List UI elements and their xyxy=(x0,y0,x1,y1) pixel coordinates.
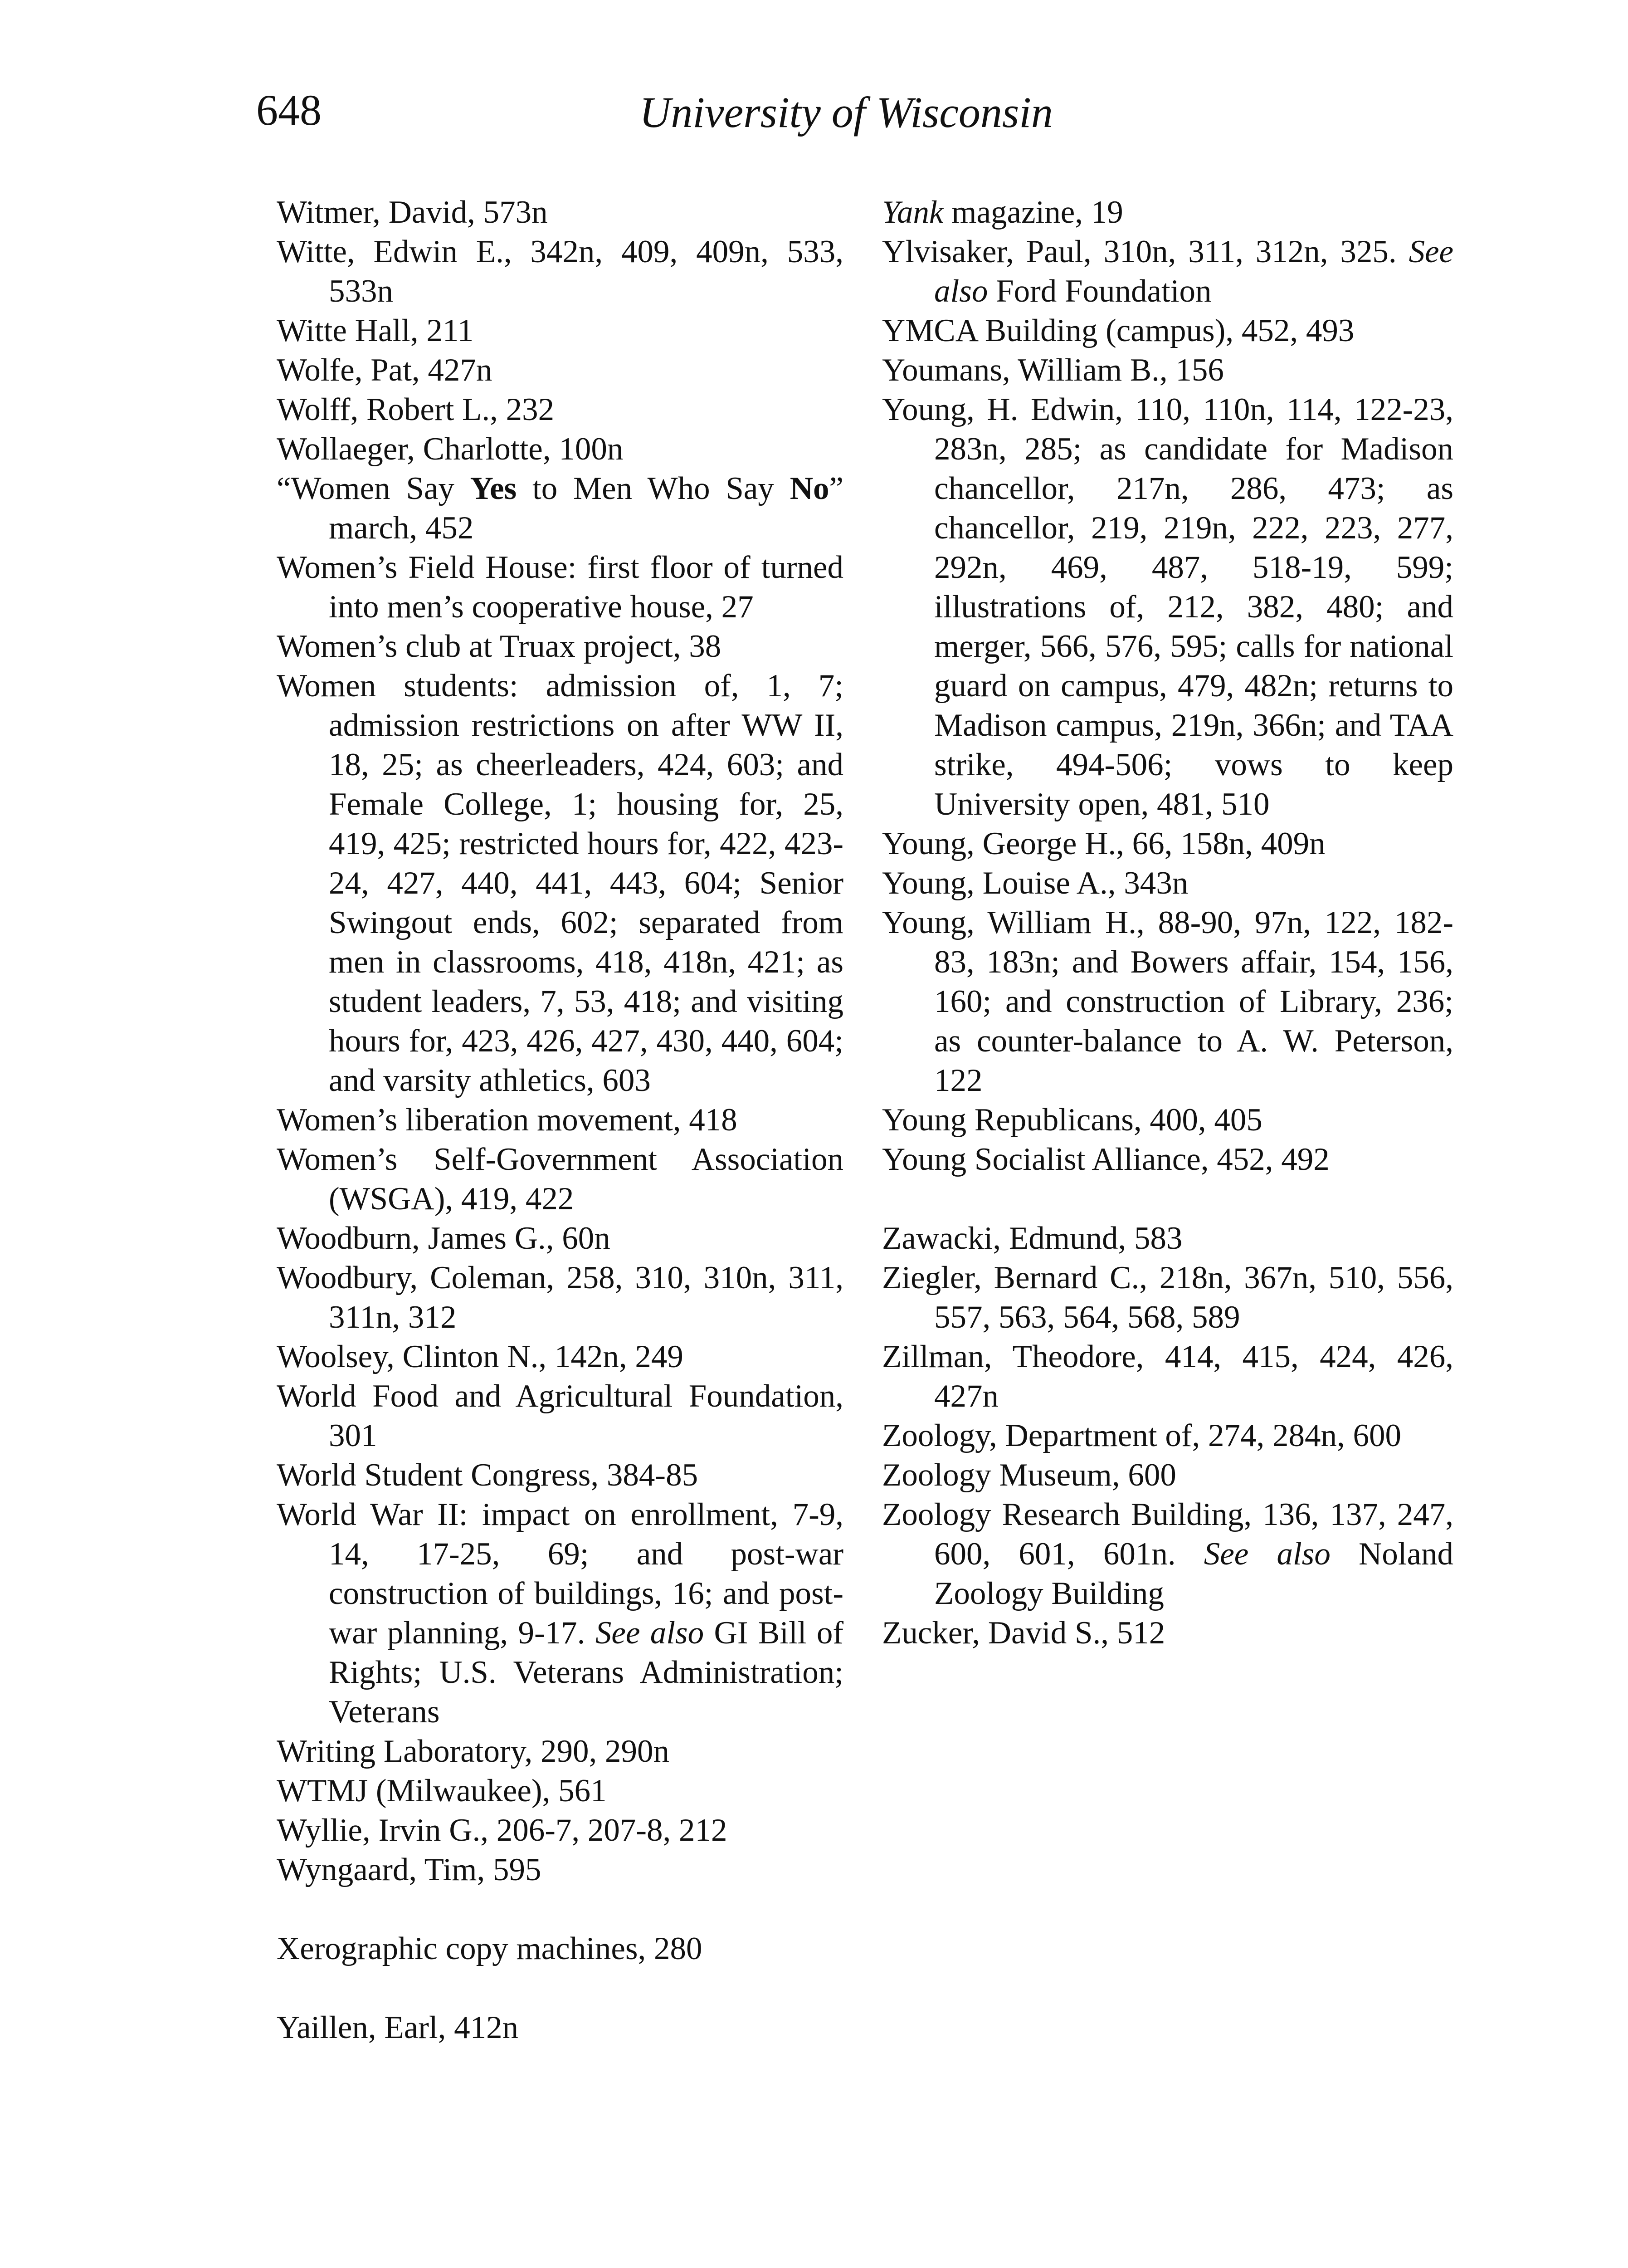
index-entry: Women’s Field House: first floor of turned into men’s cooperative house, 27 xyxy=(277,550,843,625)
index-entry: Yaillen, Earl, 412n xyxy=(277,2010,519,2045)
index-entry: Wyllie, Irvin G., 206-7, 207-8, 212 xyxy=(277,1813,727,1848)
index-entry: Young, Louise A., 343n xyxy=(882,865,1189,901)
index-entry: Wollaeger, Charlotte, 100n xyxy=(277,431,624,467)
index-entry: YMCA Building (campus), 452, 493 xyxy=(882,313,1355,348)
index-entry: Women’s club at Truax project, 38 xyxy=(277,629,721,664)
index-entry: Zoology Museum, 600 xyxy=(882,1457,1176,1493)
index-column-left xyxy=(277,193,843,2048)
index-entry: Woodbury, Coleman, 258, 310, 310n, 311, 311n, 312 xyxy=(277,1260,843,1335)
index-entry: Young Republicans, 400, 405 xyxy=(882,1102,1262,1138)
index-entry: Yank magazine, 19 xyxy=(882,195,1123,230)
index-entry: World Food and Agricultural Foundation, 301 xyxy=(277,1378,843,1453)
index-entry: Writing Laboratory, 290, 290n xyxy=(277,1734,670,1769)
index-entry: Women students: admission of, 1, 7; admission restrictions on after WW II, 18, 25; as cheerleaders, 424, 603; and Female College, 1; housing for, 25, 419, 425; restricted hours for, 422, 423-24, 427, 440, 441, 443, 604; Senior Swingout ends, 602; separated from men in classrooms, 418, 418n, 421; as student leaders, 7, 53, 418; and visiting hours for, 423, 426, 427, 430, 440, 604; and varsity athletics, 603 xyxy=(277,668,843,1098)
index-entry: Zoology, Department of, 274, 284n, 600 xyxy=(882,1418,1402,1453)
index-entry: Wolff, Robert L., 232 xyxy=(277,392,555,427)
index-column-right xyxy=(882,193,1453,1653)
page-number: 648 xyxy=(256,86,322,134)
index-entry: Young, George H., 66, 158n, 409n xyxy=(882,826,1326,861)
index-entry: Women’s liberation movement, 418 xyxy=(277,1102,737,1138)
index-entry: World War II: impact on enrollment, 7-9, 14, 17-25, 69; and post-war construction of buildings, 16; and post-war planning, 9-17. See also GI Bill of Rights; U.S. Veterans Administration; Veterans xyxy=(277,1497,843,1730)
index-entry: Woolsey, Clinton N., 142n, 249 xyxy=(277,1339,683,1374)
running-title: University of Wisconsin xyxy=(639,88,1053,137)
index-entry: WTMJ (Milwaukee), 561 xyxy=(277,1773,607,1809)
index-entry: Ziegler, Bernard C., 218n, 367n, 510, 556, 557, 563, 564, 568, 589 xyxy=(882,1260,1453,1335)
index-entry: Wyngaard, Tim, 595 xyxy=(277,1852,541,1887)
index-entry: Wolfe, Pat, 427n xyxy=(277,352,492,388)
index-entry: Young Socialist Alliance, 452, 492 xyxy=(882,1142,1330,1177)
index-entry: “Women Say Yes to Men Who Say No” march, 452 xyxy=(277,471,843,546)
index-entry: Young, William H., 88-90, 97n, 122, 182-83, 183n; and Bowers affair, 154, 156, 160; and construction of Library, 236; as counter-balance to A. W. Peterson, 122 xyxy=(882,905,1453,1098)
index-entry: Women’s Self-Government Association (WSGA), 419, 422 xyxy=(277,1142,843,1217)
index-entry: Zoology Research Building, 136, 137, 247, 600, 601, 601n. See also Noland Zoology Building xyxy=(882,1497,1454,1611)
index-entry: Ylvisaker, Paul, 310n, 311, 312n, 325. See also Ford Foundation xyxy=(882,234,1453,309)
index-entry: Witmer, David, 573n xyxy=(277,195,548,230)
index-entry: Witte Hall, 211 xyxy=(277,313,474,348)
index-entry: Zucker, David S., 512 xyxy=(882,1615,1165,1651)
index-entry: Zillman, Theodore, 414, 415, 424, 426, 427n xyxy=(882,1339,1453,1414)
index-entry: Young, H. Edwin, 110, 110n, 114, 122-23, 283n, 285; as candidate for Madison chancellor, 217n, 286, 473; as chancellor, 219, 219n, 222, 223, 277, 292n, 469, 487, 518-19, 599; illustrations of, 212, 382, 480; and merger, 566, 576, 595; calls for national guard on campus, 479, 482n; returns to Madison campus, 219n, 366n; and TAA strike, 494-506; vows to keep University open, 481, 510 xyxy=(882,392,1453,822)
index-entry: Witte, Edwin E., 342n, 409, 409n, 533, 533n xyxy=(277,234,843,309)
index-entry: Youmans, William B., 156 xyxy=(882,352,1224,388)
index-entry: Xerographic copy machines, 280 xyxy=(277,1931,702,1966)
index-entry: Zawacki, Edmund, 583 xyxy=(882,1221,1183,1256)
index-entry: Woodburn, James G., 60n xyxy=(277,1221,610,1256)
index-entry: World Student Congress, 384-85 xyxy=(277,1457,698,1493)
